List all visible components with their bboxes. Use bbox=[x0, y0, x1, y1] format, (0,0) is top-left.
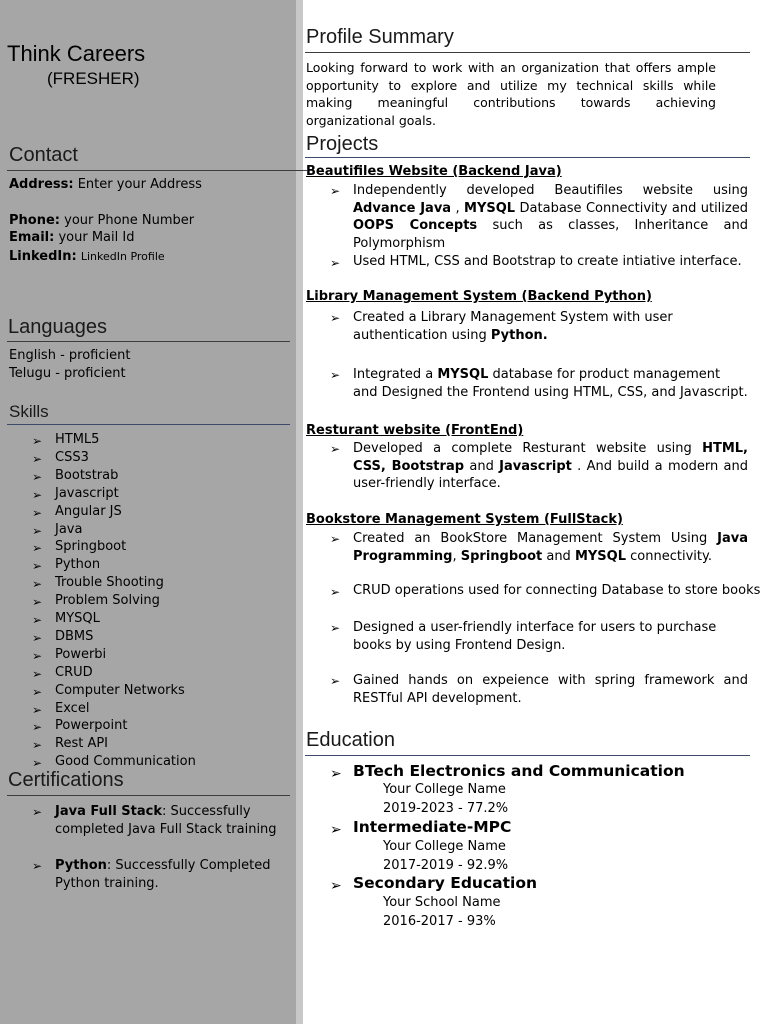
skill-item: Powerbi bbox=[55, 646, 107, 662]
bullet-text: . And build a modern and user-friendly interface. bbox=[353, 458, 748, 491]
bullet-keyword: HTML, CSS, Bootstrap bbox=[353, 441, 748, 474]
bullet-text: Created an BookStore Management System Using bbox=[353, 531, 718, 546]
candidate-name: Think Careers bbox=[7, 41, 146, 66]
arrow-bullet-icon: ➢ bbox=[32, 684, 43, 699]
education-year: 2019-2023 - 77.2% bbox=[383, 801, 509, 816]
profile-heading: Profile Summary bbox=[306, 26, 454, 48]
bullet-keyword: MYSQL bbox=[437, 367, 489, 382]
project-title: Beautifiles Website (Backend Java) bbox=[306, 164, 562, 179]
project-bullet bbox=[353, 440, 748, 493]
project-bullet: Gained hands on expeience with spring framework and RESTful API development. bbox=[353, 673, 748, 706]
arrow-bullet-icon: ➢ bbox=[330, 256, 341, 270]
arrow-bullet-icon: ➢ bbox=[32, 451, 43, 466]
arrow-bullet-icon: ➢ bbox=[330, 532, 341, 546]
arrow-bullet-icon: ➢ bbox=[330, 442, 341, 456]
education-school: Your School Name bbox=[383, 895, 501, 910]
bullet-text: , bbox=[451, 200, 465, 216]
certification-text: : Successfully Completed Python training. bbox=[55, 858, 271, 891]
skill-item: CSS3 bbox=[55, 449, 89, 465]
arrow-bullet-icon: ➢ bbox=[32, 666, 43, 681]
contact-email bbox=[9, 230, 134, 245]
arrow-bullet-icon: ➢ bbox=[32, 469, 43, 484]
contact-address bbox=[9, 177, 202, 192]
skill-item: Computer Networks bbox=[55, 682, 185, 698]
skill-item: HTML5 bbox=[55, 432, 100, 447]
profile-summary-text: Looking forward to work with an organization that offers ample opportunity to explore and utilize my technical skills while making meaningful contributions towards achieving organizational goals. bbox=[306, 60, 716, 128]
skill-item: Problem Solving bbox=[55, 593, 160, 609]
skill-item: Excel bbox=[55, 700, 90, 716]
languages-rule bbox=[7, 341, 290, 342]
arrow-bullet-icon: ➢ bbox=[32, 805, 43, 819]
bullet-text: Database Connectivity and utilized bbox=[515, 200, 748, 216]
arrow-bullet-icon: ➢ bbox=[32, 505, 43, 520]
skill-item: CRUD bbox=[55, 664, 93, 680]
bullet-text: Created a Library Management System with user authentication using bbox=[353, 310, 673, 343]
bullet-text: connectivity. bbox=[626, 548, 712, 564]
arrow-bullet-icon: ➢ bbox=[330, 878, 342, 894]
phone-label: Phone: bbox=[9, 213, 60, 228]
project-title: Resturant website (FrontEnd) bbox=[306, 423, 524, 438]
arrow-bullet-icon: ➢ bbox=[330, 368, 341, 382]
profile-rule bbox=[305, 52, 750, 53]
bullet-text: database for product management and Designed the Frontend using HTML, CSS, and Javascript. bbox=[353, 367, 748, 400]
education-rule bbox=[305, 755, 750, 756]
skills-rule bbox=[7, 424, 290, 425]
bullet-text: and bbox=[464, 458, 500, 474]
skill-item: Angular JS bbox=[55, 503, 122, 519]
language-item: English - proficient bbox=[9, 348, 131, 363]
education-title: Secondary Education bbox=[353, 874, 538, 892]
project-bullet bbox=[353, 309, 693, 344]
education-school: Your College Name bbox=[383, 782, 506, 797]
education-title: BTech Electronics and Communication bbox=[353, 762, 685, 780]
arrow-bullet-icon: ➢ bbox=[32, 523, 43, 538]
arrow-bullet-icon: ➢ bbox=[32, 434, 43, 448]
certification-name: Python bbox=[55, 858, 107, 873]
arrow-bullet-icon: ➢ bbox=[32, 720, 43, 735]
bullet-text: such as classes, Inheritance and Polymorphism bbox=[353, 218, 748, 251]
bullet-text: , bbox=[452, 548, 461, 564]
phone-value: your Phone Number bbox=[64, 213, 195, 228]
skills-heading: Skills bbox=[9, 402, 49, 421]
languages-heading: Languages bbox=[8, 316, 107, 338]
arrow-bullet-icon: ➢ bbox=[32, 648, 43, 663]
bullet-text: Developed a complete Resturant website using bbox=[353, 441, 703, 456]
certification-item bbox=[55, 857, 285, 892]
contact-rule bbox=[7, 170, 303, 171]
project-bullet bbox=[353, 182, 748, 252]
bullet-keyword: Advance Java bbox=[353, 200, 452, 216]
arrow-bullet-icon: ➢ bbox=[330, 822, 342, 838]
projects-heading: Projects bbox=[306, 133, 379, 155]
skill-item: Rest API bbox=[55, 736, 109, 752]
arrow-bullet-icon: ➢ bbox=[32, 756, 43, 771]
arrow-bullet-icon: ➢ bbox=[32, 559, 43, 574]
arrow-bullet-icon: ➢ bbox=[32, 595, 43, 610]
education-year: 2017-2019 - 92.9% bbox=[383, 858, 509, 873]
certification-text: : Successfully completed Java Full Stack training bbox=[55, 804, 277, 837]
project-bullet: Used HTML, CSS and Bootstrap to create intiative interface. bbox=[353, 254, 742, 269]
education-title: Intermediate-MPC bbox=[353, 818, 512, 836]
skill-item: Bootstrab bbox=[55, 467, 119, 483]
bullet-keyword: Springboot bbox=[460, 548, 543, 564]
email-value: your Mail Id bbox=[58, 230, 135, 245]
arrow-bullet-icon: ➢ bbox=[32, 630, 43, 645]
arrow-bullet-icon: ➢ bbox=[330, 311, 341, 325]
certifications-rule bbox=[7, 795, 290, 796]
arrow-bullet-icon: ➢ bbox=[330, 674, 341, 688]
bullet-text: and bbox=[542, 548, 575, 564]
contact-phone bbox=[9, 213, 194, 228]
skill-item: Java bbox=[55, 521, 83, 537]
arrow-bullet-icon: ➢ bbox=[32, 702, 43, 717]
bullet-keyword: Python. bbox=[490, 327, 548, 343]
arrow-bullet-icon: ➢ bbox=[32, 487, 43, 502]
skill-item: Python bbox=[55, 557, 101, 573]
bullet-keyword: MYSQL bbox=[574, 548, 627, 564]
candidate-subtitle: (FRESHER) bbox=[47, 69, 140, 88]
arrow-bullet-icon: ➢ bbox=[32, 541, 43, 556]
skill-item: Javascript bbox=[55, 485, 119, 501]
bullet-keyword: Javascript bbox=[499, 458, 572, 474]
sidebar-divider bbox=[296, 0, 303, 1024]
education-year: 2016-2017 - 93% bbox=[383, 914, 496, 929]
linkedin-value: LinkedIn Profile bbox=[80, 250, 165, 263]
linkedin-label: LinkedIn: bbox=[9, 249, 77, 264]
arrow-bullet-icon: ➢ bbox=[32, 613, 43, 627]
education-heading: Education bbox=[306, 729, 395, 751]
project-bullet: Designed a user-friendly interface for users to purchase books by using Frontend Design. bbox=[353, 620, 717, 653]
arrow-bullet-icon: ➢ bbox=[32, 738, 43, 753]
bullet-keyword: MYSQL bbox=[464, 200, 516, 216]
contact-linkedin bbox=[9, 249, 165, 264]
language-item: Telugu - proficient bbox=[9, 366, 126, 381]
certification-name: Java Full Stack bbox=[55, 804, 163, 819]
skill-item: Springboot bbox=[55, 539, 127, 555]
arrow-bullet-icon: ➢ bbox=[330, 184, 341, 198]
skill-item: DBMS bbox=[55, 628, 94, 644]
address-label: Address: bbox=[9, 177, 74, 192]
projects-rule bbox=[305, 157, 750, 158]
project-title: Bookstore Management System (FullStack) bbox=[306, 512, 623, 527]
arrow-bullet-icon: ➢ bbox=[330, 621, 341, 635]
project-bullet bbox=[353, 530, 748, 565]
email-label: Email: bbox=[9, 230, 55, 245]
bullet-keyword: Java Programming bbox=[353, 531, 748, 564]
arrow-bullet-icon: ➢ bbox=[330, 766, 342, 782]
contact-heading: Contact bbox=[9, 144, 78, 166]
project-title: Library Management System (Backend Python) bbox=[306, 289, 652, 304]
arrow-bullet-icon: ➢ bbox=[32, 577, 43, 592]
arrow-bullet-icon: ➢ bbox=[330, 585, 341, 599]
address-value: Enter your Address bbox=[77, 177, 202, 192]
project-bullet bbox=[353, 366, 748, 401]
bullet-text: Integrated a bbox=[353, 367, 438, 382]
bullet-keyword: OOPS Concepts bbox=[353, 218, 478, 233]
certifications-heading: Certifications bbox=[8, 769, 124, 791]
skill-item: MYSQL bbox=[55, 611, 100, 626]
certification-item bbox=[55, 803, 285, 838]
bullet-text: Independently developed Beautifiles website using bbox=[353, 183, 748, 198]
skill-item: Powerpoint bbox=[55, 718, 128, 734]
skill-item: Trouble Shooting bbox=[55, 575, 164, 591]
project-bullet: CRUD operations used for connecting Database to store books bbox=[353, 583, 761, 598]
skill-item: Good Communication bbox=[55, 754, 196, 770]
arrow-bullet-icon: ➢ bbox=[32, 859, 43, 873]
education-school: Your College Name bbox=[383, 839, 506, 854]
